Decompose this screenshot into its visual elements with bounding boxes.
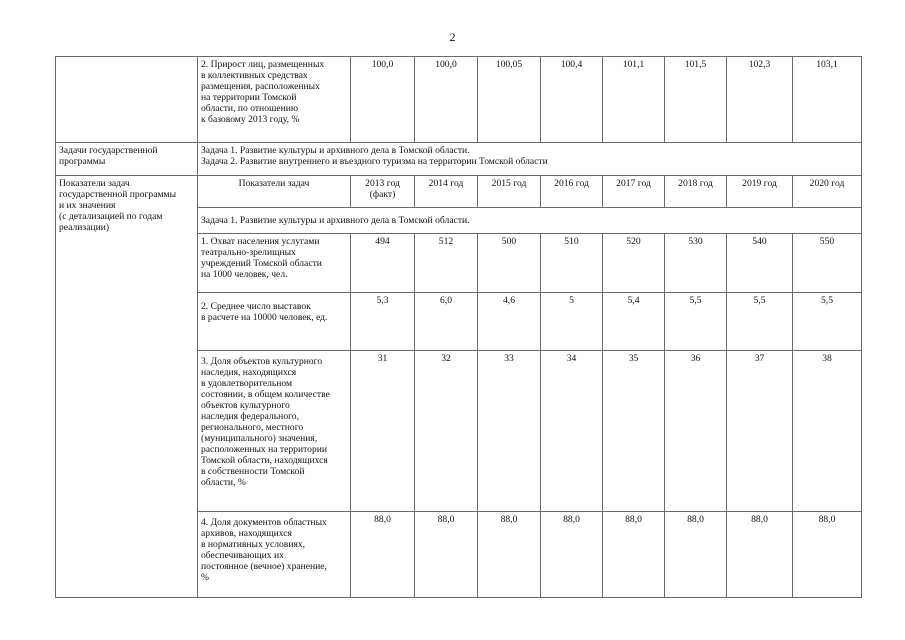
value-cell: 5,3 bbox=[351, 293, 415, 351]
program-indicators-table bbox=[55, 56, 862, 598]
value-cell: 5,5 bbox=[727, 293, 793, 351]
indicator-label: 4. Доля документов областных архивов, находящихся в нормативных условиях, обеспечивающих их постоянное (вечное) хранение, % bbox=[198, 512, 351, 598]
value-cell: 494 bbox=[351, 234, 415, 293]
header-year-2020: 2020 год bbox=[793, 176, 862, 208]
value-cell: 5,4 bbox=[603, 293, 665, 351]
value-cell: 500 bbox=[478, 234, 541, 293]
value-cell: 88,0 bbox=[727, 512, 793, 598]
value-cell: 31 bbox=[351, 351, 415, 512]
value-cell: 520 bbox=[603, 234, 665, 293]
value-cell: 37 bbox=[727, 351, 793, 512]
value-cell: 5,5 bbox=[665, 293, 727, 351]
value-cell: 6,0 bbox=[415, 293, 478, 351]
tasks-row bbox=[56, 143, 862, 176]
value-cell: 5 bbox=[541, 293, 603, 351]
header-year-2018: 2018 год bbox=[665, 176, 727, 208]
value-cell: 550 bbox=[793, 234, 862, 293]
header-year-2019: 2019 год bbox=[727, 176, 793, 208]
value-cell: 100,0 bbox=[351, 57, 415, 143]
header-year-2013: 2013 год (факт) bbox=[351, 176, 415, 208]
value-cell: 100,05 bbox=[478, 57, 541, 143]
value-cell: 4,6 bbox=[478, 293, 541, 351]
tasks-content: Задача 1. Развитие культуры и архивного дела в Томской области. Задача 2. Развитие внутреннего и въездного туризма на территории Томской области bbox=[198, 143, 862, 176]
indicator-label: 2. Среднее число выставок в расчете на 10000 человек, ед. bbox=[198, 293, 351, 351]
value-cell: 38 bbox=[793, 351, 862, 512]
value-cell: 102,3 bbox=[727, 57, 793, 143]
indicators-label: Показатели задач государственной программы и их значения (с детализацией по годам реализации) bbox=[56, 176, 198, 598]
value-cell: 88,0 bbox=[541, 512, 603, 598]
value-cell: 32 bbox=[415, 351, 478, 512]
growth-row bbox=[56, 57, 862, 143]
header-year-2017: 2017 год bbox=[603, 176, 665, 208]
indicators-header-row bbox=[56, 176, 862, 208]
value-cell: 88,0 bbox=[478, 512, 541, 598]
value-cell: 103,1 bbox=[793, 57, 862, 143]
value-cell: 88,0 bbox=[793, 512, 862, 598]
value-cell: 33 bbox=[478, 351, 541, 512]
value-cell: 100,4 bbox=[541, 57, 603, 143]
value-cell: 101,5 bbox=[665, 57, 727, 143]
indicator-label: 1. Охват населения услугами театрально-зрелищных учреждений Томской области на 1000 человек, чел. bbox=[198, 234, 351, 293]
value-cell: 88,0 bbox=[351, 512, 415, 598]
header-year-2016: 2016 год bbox=[541, 176, 603, 208]
growth-label: 2. Прирост лиц, размещенных в коллективных средствах размещения, расположенных на территории Томской области, по отношению к базовому 2013 году, % bbox=[198, 57, 351, 143]
value-cell: 34 bbox=[541, 351, 603, 512]
value-cell: 35 bbox=[603, 351, 665, 512]
header-year-2015: 2015 год bbox=[478, 176, 541, 208]
header-indicator: Показатели задач bbox=[198, 176, 351, 208]
task1-title: Задача 1. Развитие культуры и архивного дела в Томской области. bbox=[198, 208, 862, 234]
header-year-2014: 2014 год bbox=[415, 176, 478, 208]
value-cell: 510 bbox=[541, 234, 603, 293]
value-cell: 36 bbox=[665, 351, 727, 512]
page-number: 2 bbox=[449, 30, 456, 44]
value-cell: 101,1 bbox=[603, 57, 665, 143]
indicator-label: 3. Доля объектов культурного наследия, находящихся в удовлетворительном состоянии, в общем количестве объектов культурного наследия федерального, регионального, местного (муниципального) значения, расположенных на территории Томской области, находящихся в собственности Томской области, % bbox=[198, 351, 351, 512]
empty-left-cell bbox=[56, 57, 198, 143]
value-cell: 100,0 bbox=[415, 57, 478, 143]
tasks-label: Задачи государственной программы bbox=[56, 143, 198, 176]
value-cell: 530 bbox=[665, 234, 727, 293]
value-cell: 88,0 bbox=[665, 512, 727, 598]
value-cell: 540 bbox=[727, 234, 793, 293]
value-cell: 88,0 bbox=[415, 512, 478, 598]
value-cell: 88,0 bbox=[603, 512, 665, 598]
value-cell: 512 bbox=[415, 234, 478, 293]
value-cell: 5,5 bbox=[793, 293, 862, 351]
